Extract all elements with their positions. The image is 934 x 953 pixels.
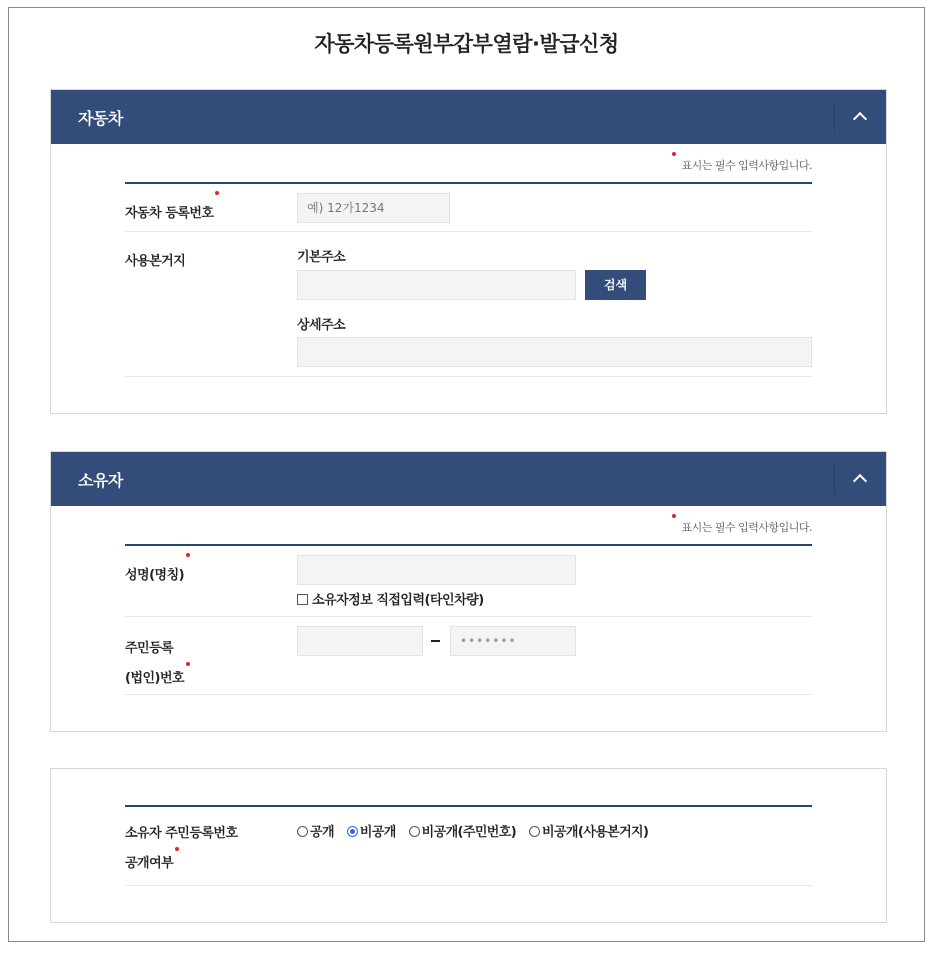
required-dot-icon	[186, 662, 190, 666]
radio-icon[interactable]	[409, 826, 420, 837]
radio-private[interactable]: 비공개	[347, 821, 396, 840]
owner-panel-title: 소유자	[78, 471, 123, 490]
required-dot-icon	[175, 847, 179, 851]
required-dot-icon	[215, 191, 219, 195]
id-number-back-input[interactable]: •••••••	[450, 626, 576, 656]
detail-address-input[interactable]	[297, 337, 812, 367]
basic-address-label: 기본주소	[297, 250, 346, 265]
row-divider	[125, 616, 812, 617]
section-rule	[125, 805, 812, 807]
row-divider	[125, 376, 812, 377]
chevron-up-icon	[853, 474, 867, 488]
required-note-text: 표시는 필수 입력사항입니다.	[681, 521, 812, 534]
reg-number-input[interactable]	[297, 193, 450, 223]
radio-icon[interactable]	[297, 826, 308, 837]
section-rule	[125, 182, 812, 184]
page-title: 자동차등록원부갑부열람·발급신청	[314, 32, 619, 56]
id-number-dash	[431, 640, 440, 642]
section-rule	[125, 544, 812, 546]
required-dot-icon	[672, 152, 676, 156]
address-search-button[interactable]: 검색	[585, 270, 646, 300]
row-divider	[125, 694, 812, 695]
main-frame	[8, 7, 925, 942]
required-note	[681, 519, 812, 535]
disclosure-label: 소유자 주민등록번호 공개여부	[125, 826, 238, 871]
radio-private-id[interactable]: 비공개(주민번호)	[409, 821, 516, 840]
radio-private-address[interactable]: 비공개(사용본거지)	[529, 821, 648, 840]
address-label: 사용본거지	[125, 254, 186, 269]
name-label: 성명(명칭)	[125, 564, 190, 583]
vehicle-panel-title: 자동차	[78, 109, 123, 128]
required-note	[681, 157, 812, 173]
id-number-label: 주민등록 (법인)번호	[125, 634, 190, 694]
radio-public[interactable]: 공개	[297, 821, 334, 840]
owner-collapse-button[interactable]	[834, 463, 886, 495]
vehicle-panel-header	[51, 90, 886, 144]
checkbox-icon[interactable]	[297, 594, 308, 605]
reg-number-label: 자동차 등록번호	[125, 202, 219, 221]
vehicle-panel	[50, 89, 887, 414]
detail-address-label: 상세주소	[297, 318, 346, 333]
basic-address-input[interactable]	[297, 270, 576, 300]
disclosure-panel	[50, 768, 887, 923]
row-divider	[125, 231, 812, 232]
owner-panel	[50, 451, 887, 732]
name-input[interactable]	[297, 555, 576, 585]
id-number-front-input[interactable]	[297, 626, 423, 656]
chevron-up-icon	[853, 112, 867, 126]
disclosure-radio-group	[297, 821, 657, 840]
required-note-text: 표시는 필수 입력사항입니다.	[681, 159, 812, 172]
vehicle-collapse-button[interactable]	[834, 101, 886, 133]
required-dot-icon	[672, 514, 676, 518]
direct-input-checkbox[interactable]: 소유자정보 직접입력(타인차량)	[297, 589, 484, 608]
radio-selected-icon[interactable]	[347, 826, 358, 837]
radio-icon[interactable]	[529, 826, 540, 837]
required-dot-icon	[186, 553, 190, 557]
owner-panel-header	[51, 452, 886, 506]
row-divider	[125, 885, 812, 886]
